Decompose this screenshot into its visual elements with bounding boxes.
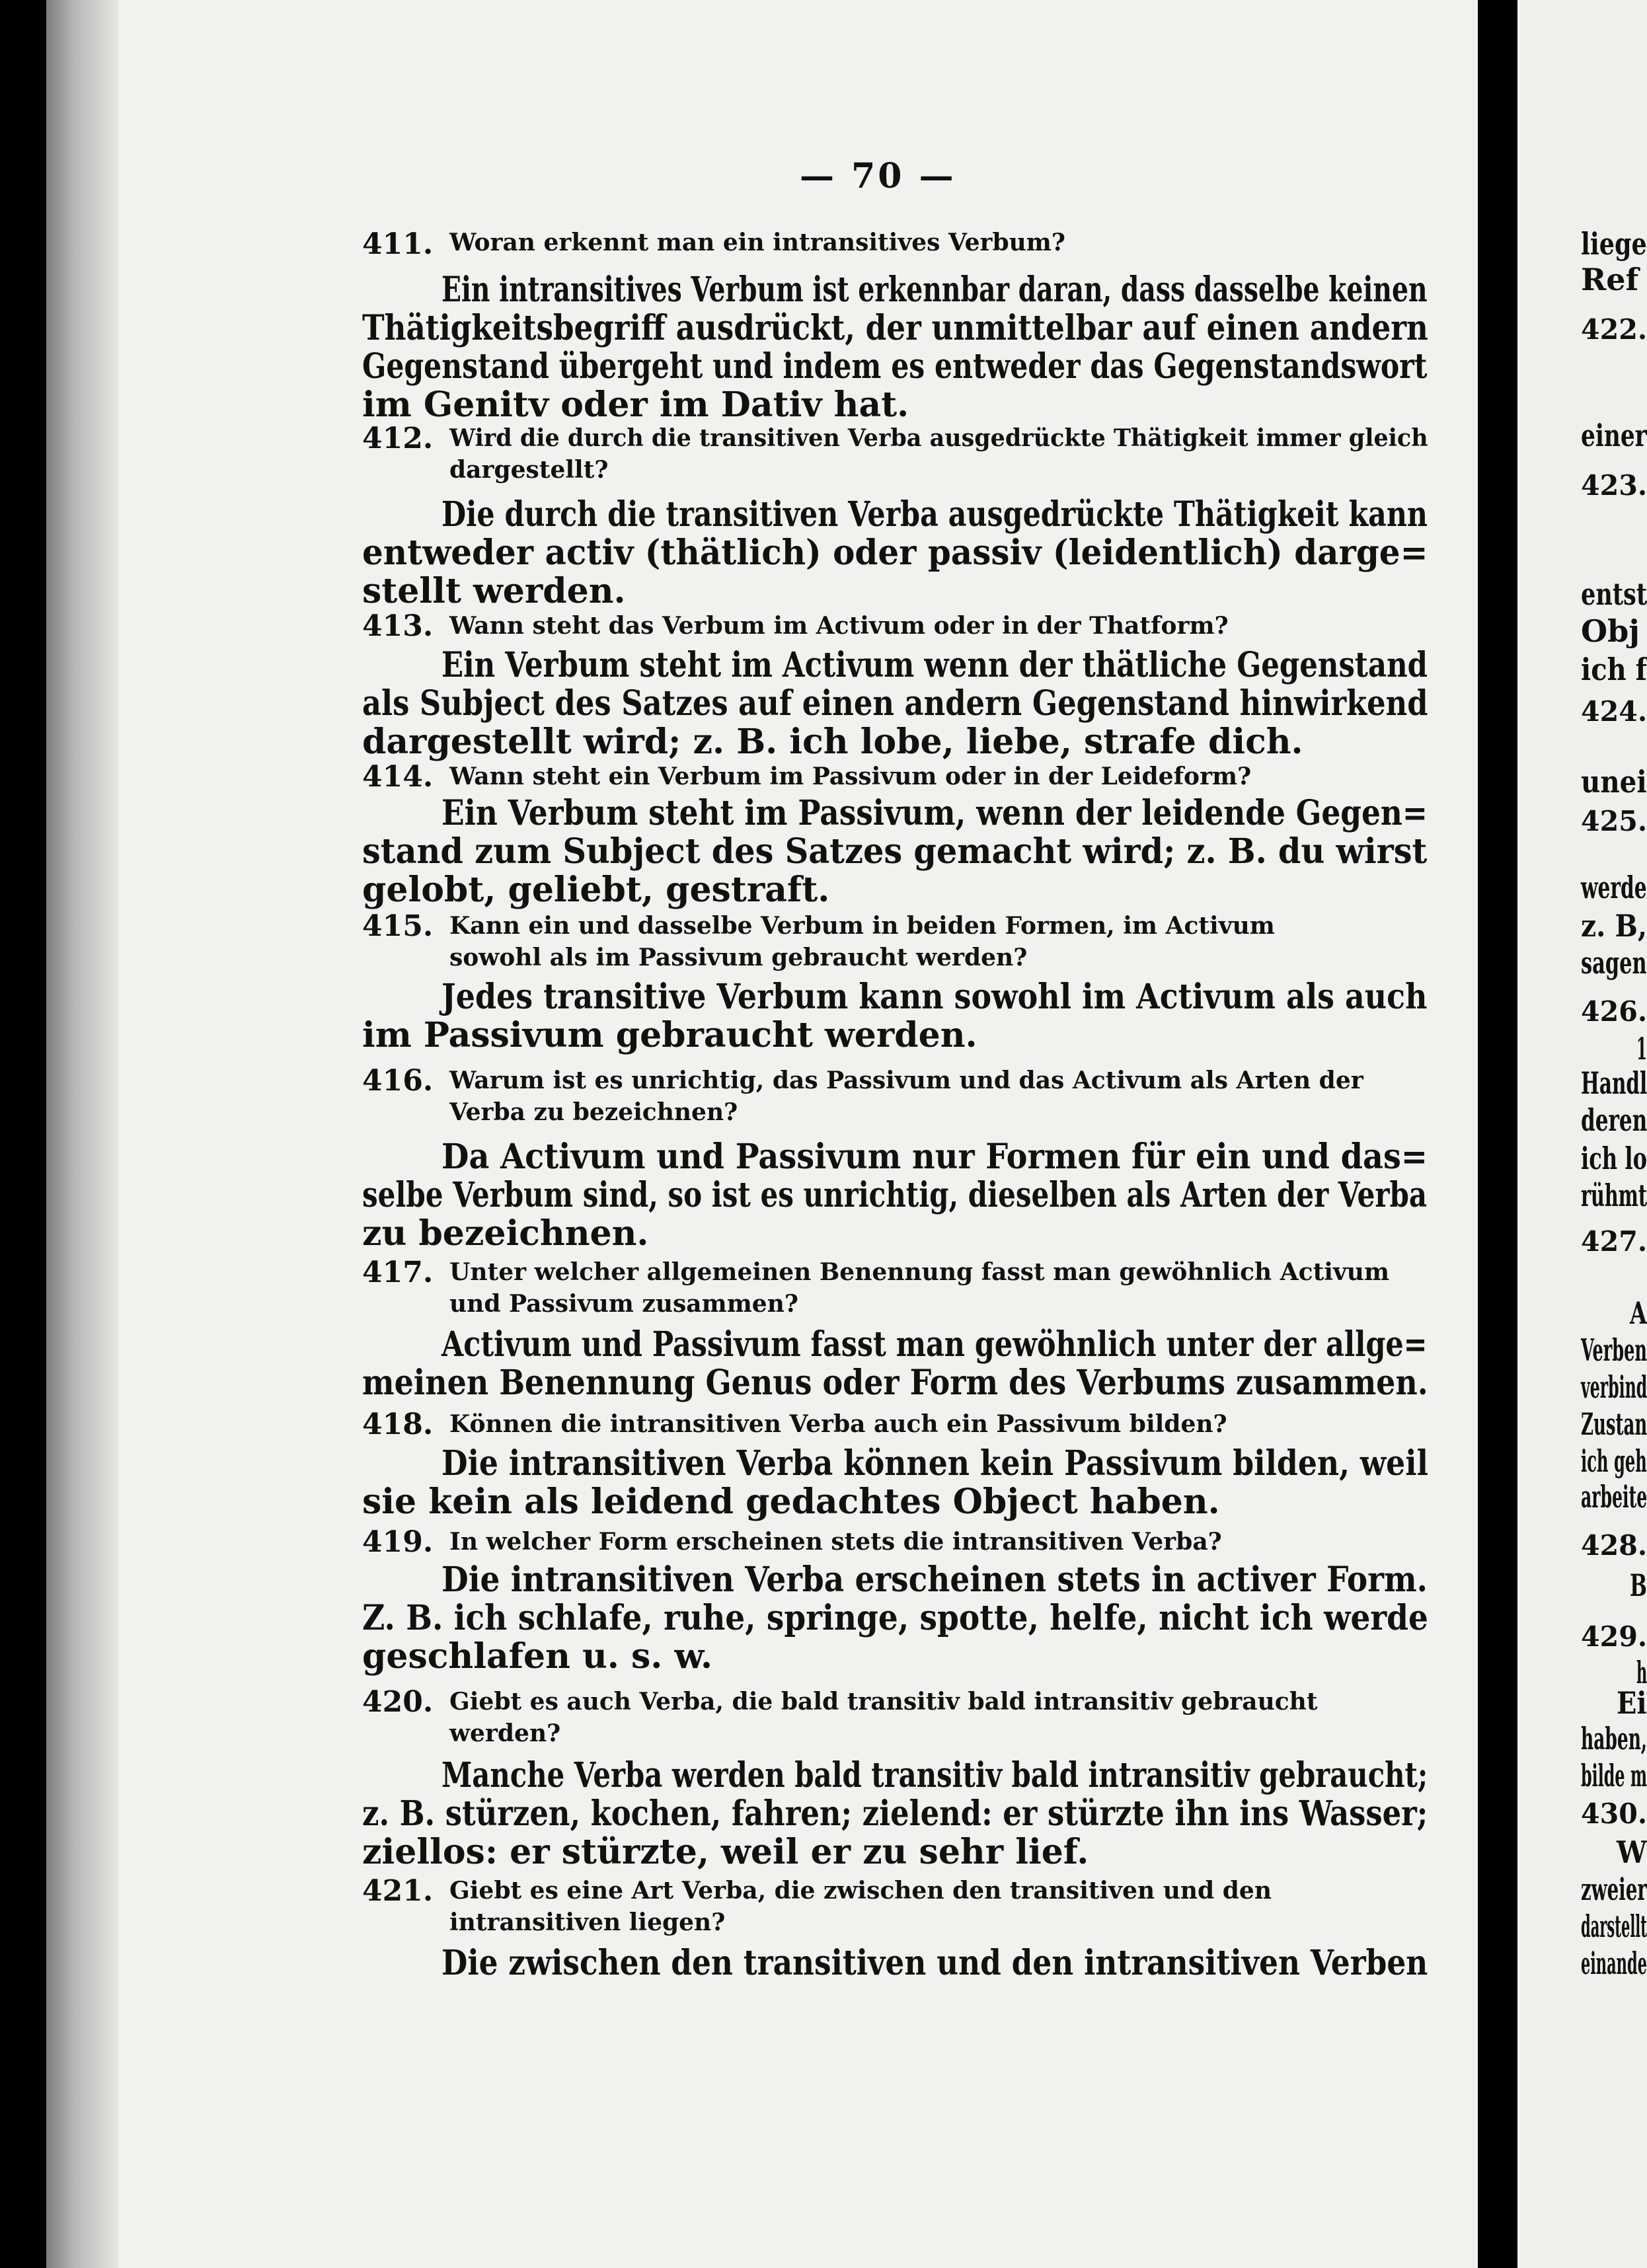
book-spine [1478, 0, 1517, 2268]
question-number: 414. [362, 760, 434, 794]
page-number: — 70 — [800, 156, 956, 196]
right-text-fragment: ich geh [1581, 1443, 1647, 1479]
question-text-line: Kann ein und dasselbe Verbum in beiden Formen, im Activum [449, 912, 1275, 940]
answer-text-line: Ein intransitives Verbum ist erkennbar daran, dass dasselbe keinen [441, 270, 1428, 310]
question-text-line: Unter welcher allgemeinen Benennung fasst man gewöhnlich Activum [449, 1258, 1390, 1286]
right-text-fragment: A [1630, 1295, 1647, 1331]
right-text-fragment: Zustan [1581, 1406, 1647, 1442]
right-text-fragment: bilde m [1581, 1758, 1647, 1794]
answer-text-line: sie kein als leidend gedachtes Object haben. [362, 1482, 1220, 1522]
answer-text-line: Thätigkeitsbegriff ausdrückt, der unmittelbar auf einen andern [362, 308, 1428, 348]
question-text-line: sowohl als im Passivum gebraucht werden? [449, 944, 1028, 971]
question-text-line: Woran erkennt man ein intransitives Verbum? [449, 229, 1065, 256]
right-text-fragment: h [1636, 1655, 1647, 1690]
answer-text-line: entweder activ (thätlich) oder passiv (leidentlich) darge= [362, 533, 1428, 573]
answer-text-line: Ein Verbum steht im Passivum, wenn der leidende Gegen= [441, 793, 1428, 833]
right-question-number: 426. [1581, 995, 1647, 1028]
answer-text-line: gelobt, geliebt, gestraft. [362, 870, 830, 910]
question-text-line: dargestellt? [449, 456, 609, 484]
question-number: 421. [362, 1874, 434, 1908]
right-text-fragment: haben, [1581, 1721, 1647, 1757]
right-text-fragment: Verben [1581, 1332, 1647, 1368]
right-page [1517, 0, 1647, 2268]
question-number: 419. [362, 1525, 434, 1559]
answer-text-line: Die durch die transitiven Verba ausgedrückte Thätigkeit kann [441, 494, 1428, 535]
right-text-fragment: liege [1581, 226, 1647, 262]
answer-text-line: dargestellt wird; z. B. ich lobe, liebe, strafe dich. [362, 722, 1303, 762]
right-text-fragment: deren [1581, 1102, 1647, 1138]
right-text-fragment: sagen [1581, 945, 1647, 981]
answer-text-line: im Genitv oder im Dativ hat. [362, 385, 909, 425]
answer-text-line: meinen Benennung Genus oder Form des Verbums zusammen. [362, 1363, 1428, 1403]
answer-text-line: im Passivum gebraucht werden. [362, 1015, 977, 1055]
question-text-line: In welcher Form erscheinen stets die intransitiven Verba? [449, 1528, 1222, 1556]
right-text-fragment: ich lo [1581, 1141, 1647, 1176]
right-question-number: 423. [1581, 469, 1647, 502]
question-text-line: Warum ist es unrichtig, das Passivum und das Activum als Arten der [449, 1067, 1363, 1094]
question-number: 416. [362, 1064, 434, 1098]
answer-text-line: Da Activum und Passivum nur Formen für ein und das= [441, 1137, 1428, 1177]
answer-text-line: Activum und Passivum fasst man gewöhnlich unter der allge= [441, 1324, 1428, 1365]
answer-text-line: Jedes transitive Verbum kann sowohl im Activum als auch [441, 977, 1428, 1017]
question-text-line: Wann steht ein Verbum im Passivum oder in der Leideform? [449, 763, 1252, 790]
right-question-number: 428. [1581, 1529, 1647, 1562]
right-text-fragment: z. B, [1581, 908, 1647, 944]
answer-text-line: z. B. stürzen, kochen, fahren; zielend: er stürzte ihn ins Wasser; [362, 1794, 1428, 1834]
question-text-line: Wann steht das Verbum im Activum oder in der Thatform? [449, 612, 1229, 640]
right-text-fragment: darstellt [1581, 1909, 1647, 1944]
answer-text-line: selbe Verbum sind, so ist es unrichtig, dieselben als Arten der Verba [362, 1175, 1428, 1215]
question-text-line: Wird die durch die transitiven Verba ausgedrückte Thätigkeit immer gleich [449, 424, 1428, 452]
answer-text-line: Z. B. ich schlafe, ruhe, springe, spotte, helfe, nicht ich werde [362, 1598, 1428, 1638]
question-text-line: werden? [449, 1720, 561, 1747]
right-text-fragment: verbind [1581, 1369, 1647, 1405]
right-text-fragment: 1 [1636, 1031, 1647, 1067]
answer-text-line: Die zwischen den transitiven und den intransitiven Verben [441, 1943, 1428, 1983]
right-text-fragment: einande [1581, 1946, 1647, 1981]
right-question-number: 422. [1581, 313, 1647, 346]
right-text-fragment: W [1617, 1834, 1647, 1870]
right-text-fragment: unei [1581, 764, 1647, 800]
right-text-fragment: entst [1581, 576, 1647, 612]
answer-text-line: Manche Verba werden bald transitiv bald intransitiv gebraucht; [441, 1755, 1428, 1796]
answer-text-line: Ein Verbum steht im Activum wenn der thätliche Gegenstand [441, 645, 1428, 685]
question-number: 415. [362, 909, 434, 943]
question-text-line: Giebt es auch Verba, die bald transitiv bald intransitiv gebraucht [449, 1688, 1318, 1716]
answer-text-line: zu bezeichnen. [362, 1213, 649, 1254]
right-question-number: 427. [1581, 1225, 1647, 1258]
right-text-fragment: werde [1581, 870, 1647, 905]
right-text-fragment: Obj [1581, 613, 1640, 649]
answer-text-line: ziellos: er stürzte, weil er zu sehr lief. [362, 1832, 1089, 1872]
answer-text-line: geschlafen u. s. w. [362, 1636, 713, 1677]
question-number: 413. [362, 609, 434, 643]
question-text-line: und Passivum zusammen? [449, 1290, 798, 1318]
answer-text-line: als Subject des Satzes auf einen andern Gegenstand hinwirkend [362, 683, 1428, 724]
question-text-line: Giebt es eine Art Verba, die zwischen den transitiven und den [449, 1877, 1272, 1905]
right-text-fragment: B [1630, 1568, 1647, 1603]
right-text-fragment: ich f [1581, 652, 1647, 687]
question-number: 417. [362, 1256, 434, 1289]
question-text-line: Können die intransitiven Verba auch ein Passivum bilden? [449, 1410, 1227, 1438]
question-text-line: Verba zu bezeichnen? [449, 1098, 738, 1126]
page-edge-shadow [46, 0, 119, 2268]
answer-text-line: Die intransitiven Verba können kein Passivum bilden, weil [441, 1443, 1428, 1484]
right-text-fragment: arbeite [1581, 1479, 1647, 1515]
question-number: 411. [362, 227, 434, 261]
answer-text-line: Gegenstand übergeht und indem es entweder das Gegenstandswort [362, 346, 1428, 387]
question-number: 418. [362, 1408, 434, 1441]
right-text-fragment: zweier [1581, 1871, 1647, 1907]
answer-text-line: stellt werden. [362, 571, 626, 611]
right-text-fragment: einer [1581, 418, 1647, 453]
right-question-number: 429. [1581, 1620, 1647, 1653]
right-question-number: 424. [1581, 695, 1647, 728]
right-text-fragment: rühmt [1581, 1178, 1647, 1213]
answer-text-line: stand zum Subject des Satzes gemacht wird; z. B. du wirst [362, 831, 1428, 872]
question-number: 420. [362, 1685, 434, 1719]
right-text-fragment: Ref [1581, 262, 1639, 297]
question-text-line: intransitiven liegen? [449, 1909, 726, 1936]
question-number: 412. [362, 422, 434, 455]
right-text-fragment: Handl [1581, 1065, 1647, 1101]
answer-text-line: Die intransitiven Verba erscheinen stets in activer Form. [441, 1560, 1428, 1600]
right-text-fragment: Ei [1617, 1685, 1647, 1721]
right-question-number: 430. [1581, 1797, 1647, 1830]
right-question-number: 425. [1581, 805, 1647, 837]
